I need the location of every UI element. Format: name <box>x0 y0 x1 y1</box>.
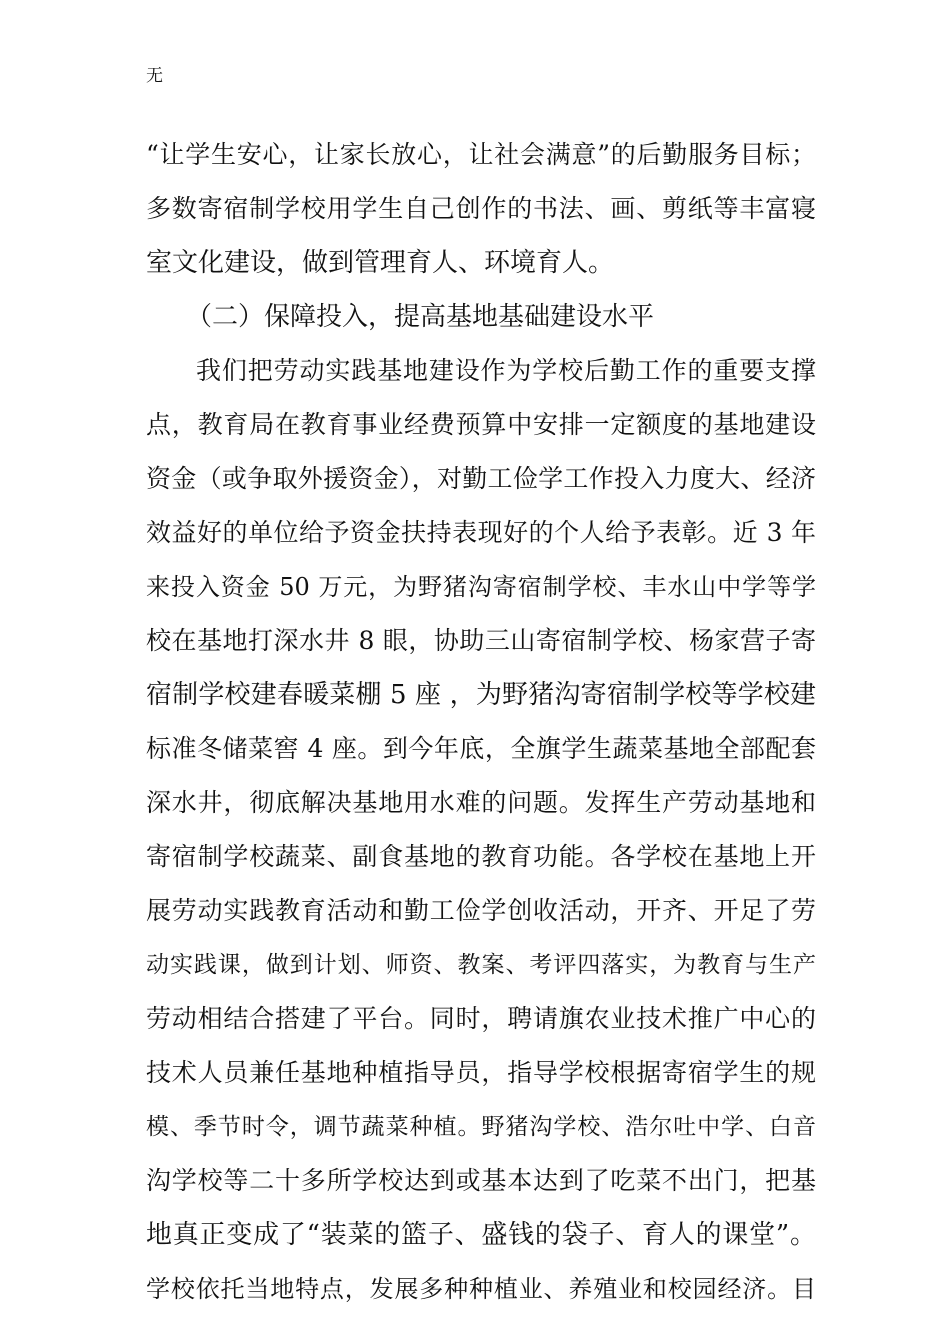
page-header: 无 <box>146 66 163 86</box>
text-line: 沟学校等二十多所学校达到或基本达到了吃菜不出门，把基 <box>146 1166 816 1195</box>
section-heading: （二）保障投入，提高基地基础建设水平 <box>186 302 655 332</box>
text-line: 宿制学校建春暖菜棚 5 座 ，为野猪沟寄宿制学校等学校建 <box>146 680 816 710</box>
text-line: 学校依托当地特点，发展多种种植业、养殖业和校园经济。目 <box>146 1275 816 1303</box>
text-line: 效益好的单位给予资金扶持表现好的个人给予表彰。近 3 年 <box>146 518 816 547</box>
text-line: 资金（或争取外援资金），对勤工俭学工作投入力度大、经济 <box>146 464 816 493</box>
text-line: 寄宿制学校蔬菜、副食基地的教育功能。各学校在基地上开 <box>146 842 816 871</box>
text-line: 深水井，彻底解决基地用水难的问题。发挥生产劳动基地和 <box>146 788 816 817</box>
text-line: 展劳动实践教育活动和勤工俭学创收活动，开齐、开足了劳 <box>146 896 816 925</box>
text-line: 我们把劳动实践基地建设作为学校后勤工作的重要支撑 <box>196 356 816 385</box>
text-line: 标准冬储菜窖 4 座。到今年底，全旗学生蔬菜基地全部配套 <box>146 734 816 763</box>
text-line: 劳动相结合搭建了平台。同时，聘请旗农业技术推广中心的 <box>146 1004 816 1033</box>
text-line: 地真正变成了“装菜的篮子、盛钱的袋子、育人的课堂”。 <box>146 1220 816 1250</box>
text-line: “让学生安心，让家长放心，让社会满意”的后勤服务目标； <box>146 140 816 169</box>
text-line: 多数寄宿制学校用学生自己创作的书法、画、剪纸等丰富寝 <box>146 194 816 223</box>
text-line: 动实践课，做到计划、师资、教案、考评四落实，为教育与生产 <box>146 952 816 978</box>
text-line: 来投入资金 50 万元，为野猪沟寄宿制学校、丰水山中学等学 <box>146 573 816 601</box>
text-line: 模、季节时令，调节蔬菜种植。野猪沟学校、浩尔吐中学、白音 <box>146 1114 816 1140</box>
text-line: 技术人员兼任基地种植指导员，指导学校根据寄宿学生的规 <box>146 1058 816 1087</box>
body-text <box>146 128 816 1316</box>
text-line: 室文化建设，做到管理育人、环境育人。 <box>146 248 615 278</box>
text-line: 校在基地打深水井 8 眼，协助三山寄宿制学校、杨家营子寄 <box>146 626 816 655</box>
text-line: 点，教育局在教育事业经费预算中安排一定额度的基地建设 <box>146 410 816 439</box>
